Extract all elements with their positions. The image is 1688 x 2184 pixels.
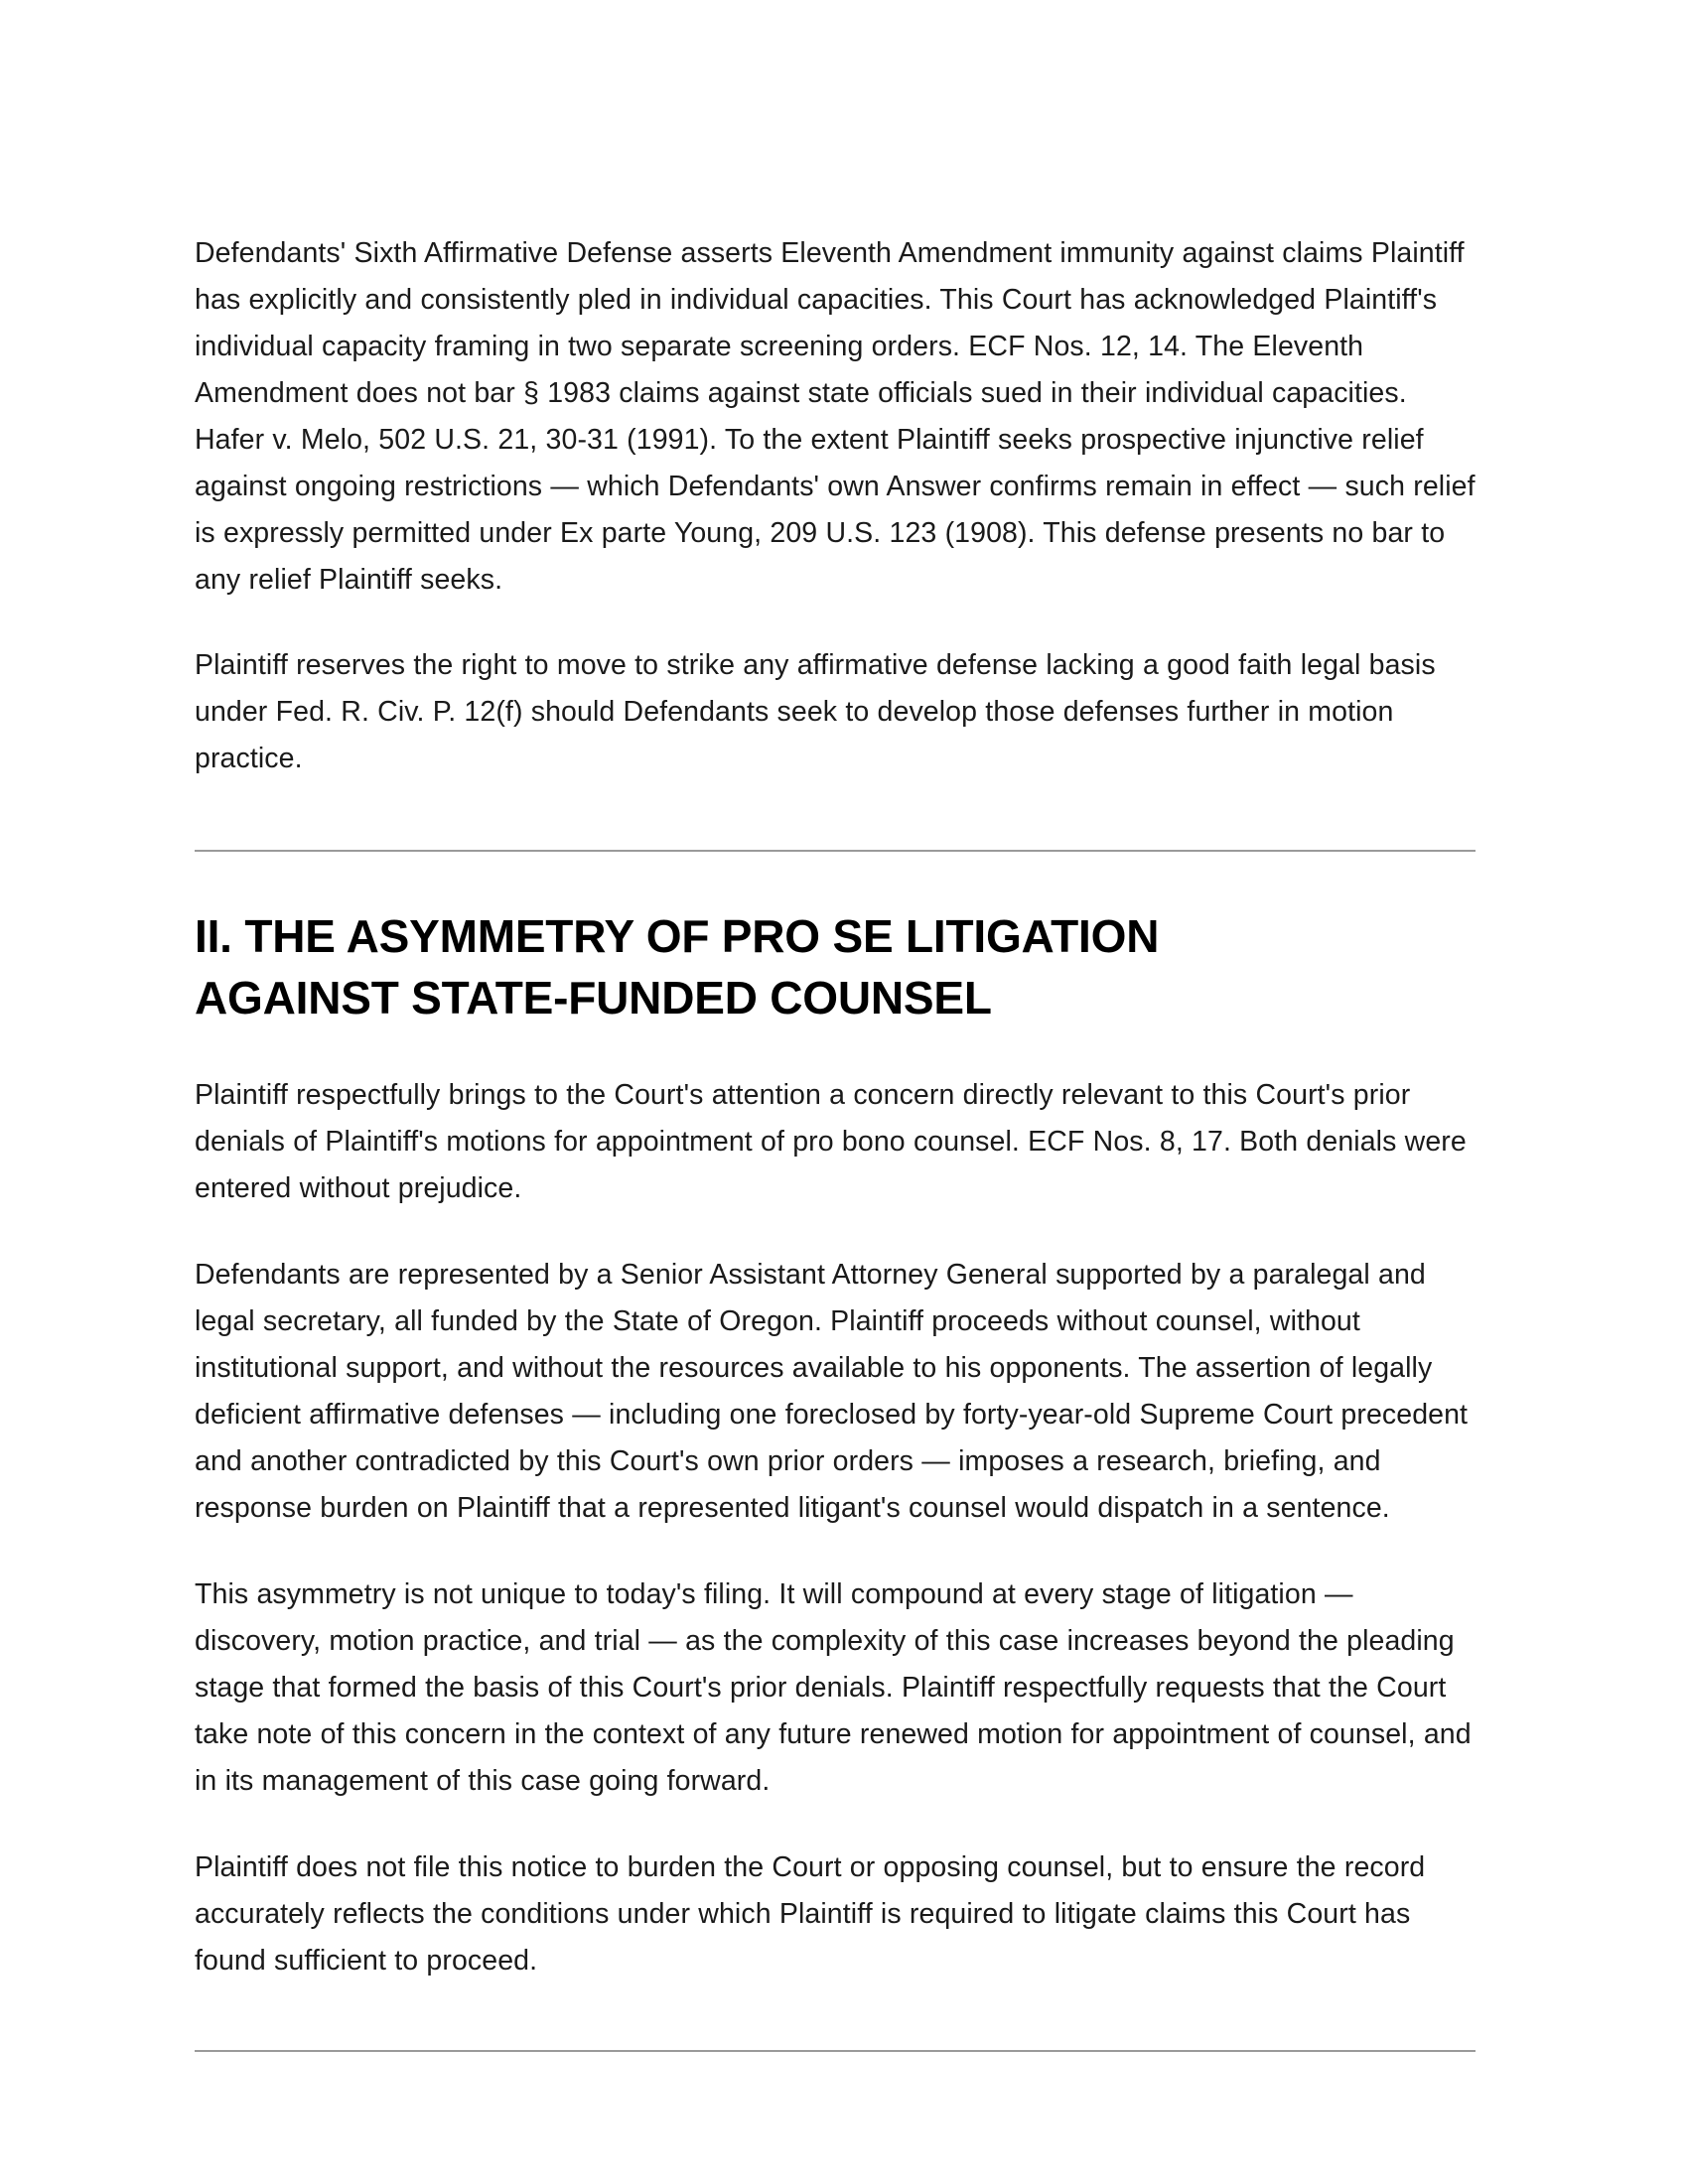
section-one-content [195, 230, 1476, 782]
paragraph-purpose-of-notice: Plaintiff does not file this notice to burden the Court or opposing counsel, but to ensure the record accurately reflects the conditions under which Plaintiff is required to litigate claims this Court has found sufficient to proceed. [195, 1851, 1426, 1977]
page-title: II. THE ASYMMETRY OF PRO SE LITIGATION AGAINST STATE-FUNDED COUNSEL [195, 910, 1160, 1024]
divider-above-heading-wrapper [195, 782, 1476, 852]
paragraph-defendants-representation: Defendants are represented by a Senior Assistant Attorney General supported by a paralegal and legal secretary, all funded by the State of Oregon. Plaintiff proceeds without counsel, without institutional support, and without the resources available to his opponents. The assertion of legally deficient affirmative defenses — including one foreclosed by forty-year-old Supreme Court precedent and another contradicted by this Court's own prior orders — imposes a research, briefing, and response burden on Plaintiff that a represented litigant's counsel would dispatch in a sentence. [195, 1259, 1469, 1524]
paragraph-asymmetry-compounding: This asymmetry is not unique to today's filing. It will compound at every stage of litigation — discovery, motion practice, and trial — as the complexity of this case increases beyond the pleading stage that formed the basis of this Court's prior denials. Plaintiff respectfully requests that the Court take note of this concern in the context of any future renewed motion for appointment of counsel, and in its management of this case going forward. [195, 1578, 1472, 1797]
document-body [195, 230, 1476, 2052]
paragraph-reservation-of-rights: Plaintiff reserves the right to move to strike any affirmative defense lacking a good faith legal basis under Fed. R. Civ. P. 12(f) should Defendants seek to develop those defenses further in motion practice. [195, 649, 1436, 774]
horizontal-rule-bottom [195, 2050, 1476, 2052]
divider-below-section-wrapper [195, 1984, 1476, 2052]
section-two-content [195, 1028, 1476, 1984]
paragraph-eleventh-amendment-defense: Defendants' Sixth Affirmative Defense asserts Eleventh Amendment immunity against claims Plaintiff has explicitly and consistently pled in individual capacities. This Court has acknowledged Plaintiff's individual capacity framing in two separate screening orders. ECF Nos. 12, 14. The Eleventh Amendment does not bar § 1983 claims against state officials sued in their individual capacities. Hafer v. Melo, 502 U.S. 21, 30-31 (1991). To the extent Plaintiff seeks prospective injunctive relief against ongoing restrictions — which Defendants' own Answer confirms remain in effect — such relief is expressly permitted under Ex parte Young, 209 U.S. 123 (1908). This defense presents no bar to any relief Plaintiff seeks. [195, 237, 1476, 596]
paragraph-prior-denials: Plaintiff respectfully brings to the Court's attention a concern directly relevant to this Court's prior denials of Plaintiff's motions for appointment of pro bono counsel. ECF Nos. 8, 17. Both denials were entered without prejudice. [195, 1079, 1467, 1204]
